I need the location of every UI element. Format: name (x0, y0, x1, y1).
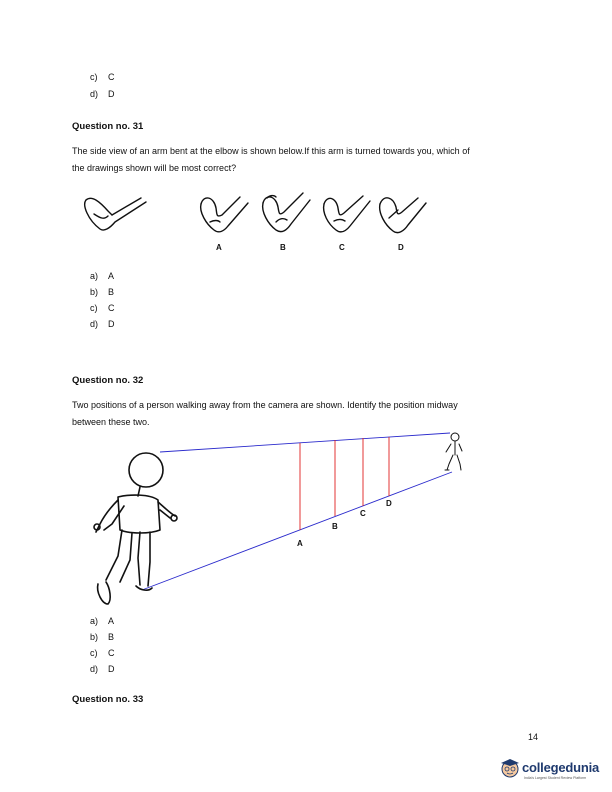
walker-far (445, 433, 462, 470)
perspective-line-top (160, 433, 450, 452)
option-c: c) C (90, 72, 115, 82)
q31-option-c: c) C (90, 303, 115, 313)
brand-name: collegedunia (522, 760, 600, 775)
arm-label-d: D (398, 243, 404, 252)
question-31-heading: Question no. 31 (72, 121, 144, 132)
arm-label-c: C (339, 243, 345, 252)
option-d: d) D (90, 89, 115, 99)
page-number: 14 (528, 732, 539, 742)
q31-option-b: b) B (90, 287, 115, 297)
arm-label-b: B (280, 243, 286, 252)
position-label-b: B (332, 522, 338, 531)
position-label-c: C (360, 509, 366, 518)
collegedunia-logo-icon (498, 756, 522, 780)
question-32-heading: Question no. 32 (72, 375, 144, 386)
brand-tagline: India's Largest Student Review Platform (524, 776, 587, 780)
q32-option-b: b) B (90, 632, 115, 642)
q32-option-c: c) C (90, 648, 115, 658)
question-31-text: The side view of an arm bent at the elbow is shown below.If this arm is turned towards you, which of the drawings shown will be most correct? (72, 146, 470, 173)
q31-option-a: a) A (90, 271, 115, 281)
q32-option-a: a) A (90, 616, 115, 626)
arm-label-a: A (216, 243, 222, 252)
q31-option-d: d) D (90, 319, 115, 329)
position-label-a: A (297, 539, 303, 548)
question-32-text: Two positions of a person walking away from the camera are shown. Identify the position midway between these two. (72, 400, 458, 427)
q32-option-d: d) D (90, 664, 115, 674)
position-label-d: D (386, 499, 392, 508)
perspective-line-bottom (142, 472, 452, 590)
question-33-heading: Question no. 33 (72, 694, 144, 705)
